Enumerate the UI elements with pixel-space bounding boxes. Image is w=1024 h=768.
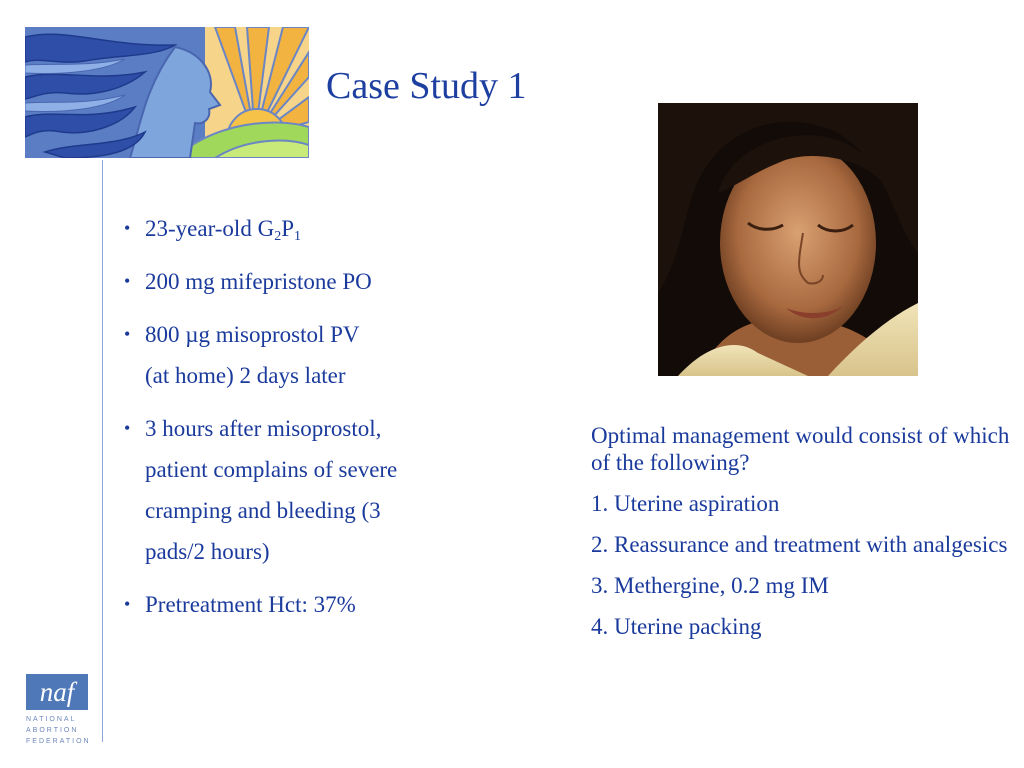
answer-option: 3. Methergine, 0.2 mg IM <box>591 573 829 598</box>
naf-logo: naf <box>26 674 88 710</box>
logo-artwork-icon <box>25 27 309 158</box>
bullet-item: • 200 mg mifepristone PO <box>124 261 544 302</box>
bullet-dot-icon: • <box>124 218 131 238</box>
case-bullet-list <box>124 208 544 637</box>
bullet-dot-icon: • <box>124 324 131 344</box>
bullet-dot-icon: • <box>124 594 131 614</box>
answer-option: 2. Reassurance and treatment with analgesics <box>591 532 1008 557</box>
answer-option: 4. Uterine packing <box>591 614 762 639</box>
bullet-item: • 800 µg misoprostol PV (at home) 2 days later <box>124 314 544 396</box>
bullet-dot-icon: • <box>124 271 131 291</box>
bullet-item: • 3 hours after misoprostol, patient complains of severe cramping and bleeding (3 pads/2 hours) <box>124 408 544 572</box>
bullet-item: • Pretreatment Hct: 37% <box>124 584 544 625</box>
question-prompt: Optimal management would consist of which of the following? <box>591 423 1010 475</box>
bullet-dot-icon: • <box>124 418 131 438</box>
patient-photo <box>658 103 918 376</box>
question-block <box>591 422 1011 654</box>
answer-option: 1. Uterine aspiration <box>591 491 780 516</box>
naf-logo-caption: NATIONAL ABORTION FEDERATION <box>26 716 91 745</box>
vertical-divider <box>102 160 103 742</box>
bullet-item: • 23-year-old $G_2P_1$ <box>124 208 544 249</box>
slide-title: Case Study 1 <box>326 65 527 107</box>
